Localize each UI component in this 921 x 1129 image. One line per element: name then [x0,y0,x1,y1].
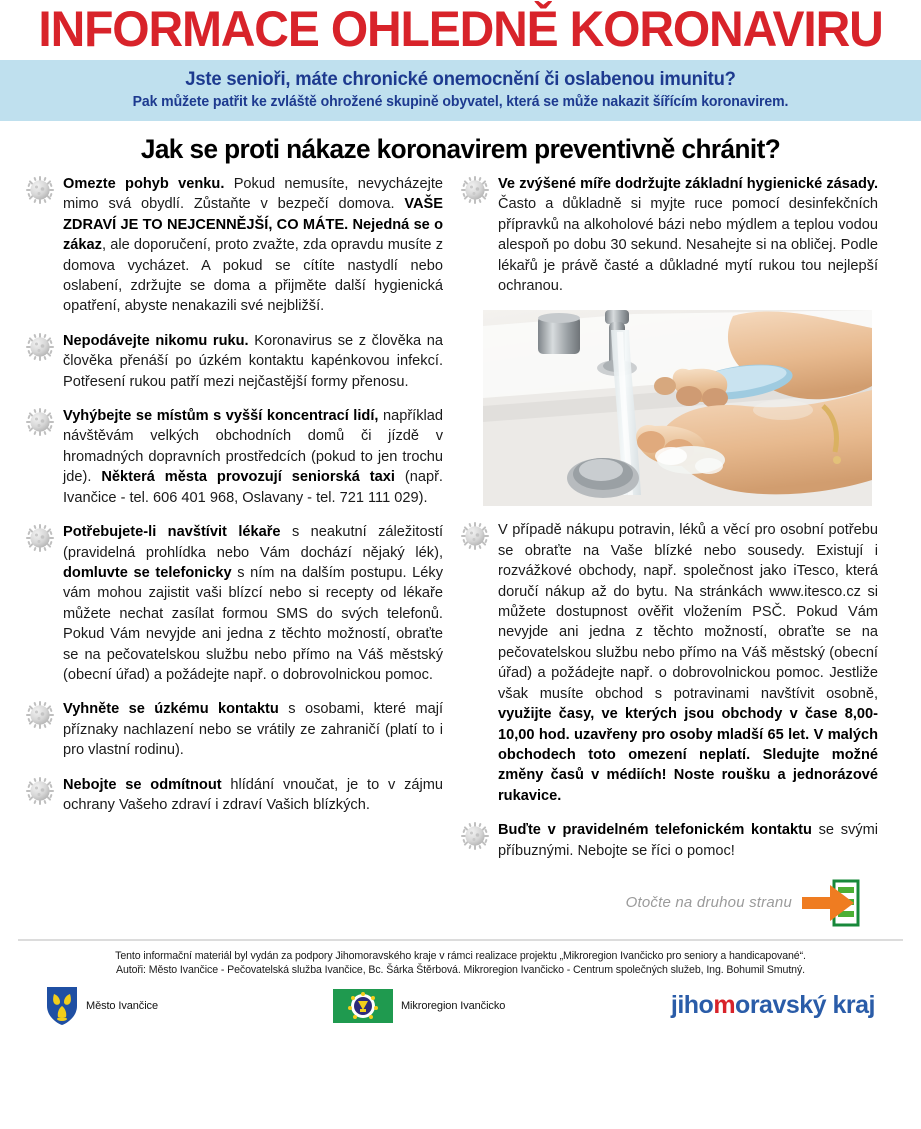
logo-label-mesto-ivancice: Město Ivančice [86,999,158,1012]
coronavirus-icon [26,524,54,552]
bullet-text-normal: s neakutní záležitostí (pravidelná prohlídka nebo Vám dochází nějaký lék), [63,524,443,561]
logo-label-mikroregion-ivancicko: Mikroregion Ivančicko [400,999,506,1012]
right-column [461,174,878,929]
bullet-vyhnete-se-uzkemu-kontaktu [26,699,443,760]
coronavirus-icon [461,822,489,850]
bullet-text-normal: se svými příbuznými. Nebojte se říci o pomoc! [498,822,878,859]
coronavirus-icon [26,333,54,361]
footer [0,941,921,1026]
shield-icon [46,986,78,1026]
bullet-text-strong: Vyhýbejte se místům s vyšší koncentrací lidí, [63,408,379,425]
banner-line-2: Pak můžete patřit ke zvláště ohrožené skupině obyvatel, která se může nakazit šířícím koronavirem. [132,94,789,110]
bullet-omezte-pohyb-venku [26,174,443,317]
bullet-text-strong: Potřebujete-li navštívit lékaře [63,524,281,541]
coronavirus-icon [461,176,489,204]
section-heading: Jak se proti nákaze koronavirem preventivně chránit? [140,134,781,164]
bullet-potrebujete-li-navstivit-lekare [26,522,443,685]
coronavirus-bullet-icon [26,777,54,805]
coronavirus-bullet-icon [461,822,489,850]
bullet-text-normal: V případě nákupu potravin, léků a věcí pro osobní potřebu se obraťte na Vaše blízké nebo sousedy. Existují i rozvážkové obchody, např. společnost jako iTesco, která doručí nákup až do bytu. Na stránkách www.itesco.cz si můžete dostupnost ověřit vložením PSČ. Pokud Vám nevyjde ani jedna z těchto možností, obraťte se na pečovatelskou službu nebo přímo na Váš městský (obecní úřad) a požádejte např. o dobrovolnickou pomoc. Jestliže však musíte obchod s potravinami navštívit osobně, [498,522,878,702]
bullet-text-normal: s ním na dalším postupu. Léky vám mohou zajistit vaši blízcí nebo si recepty od lékaře můžete nechat zasílat formou SMS do svých telefonů. Pokud Vám nevyjde ani jedna z těchto možností, obraťte se na pečovatelskou službu nebo přímo na Váš městský (obecní úřad) a požádejte např. o dobrovolnickou pomoc. [63,564,443,683]
coronavirus-bullet-icon [26,408,54,436]
turn-page-arrow-icon [802,877,860,929]
bullet-text-strong: Ve zvýšené míře dodržujte základní hygienické zásady. [498,176,878,192]
subtitle-banner [0,60,921,121]
coronavirus-icon [26,701,54,729]
bullet-text-normal: Pokud nemusíte, nevycházejte mimo svá obydlí. Zůstaňte v bezpečí domova. [63,176,443,213]
left-column [26,174,443,929]
bullet-hygienicke-zasady [461,174,878,296]
turnover-label: Otočte na druhou stranu [625,894,792,912]
coronavirus-bullet-icon [26,333,54,361]
coronavirus-bullet-icon [461,522,489,550]
bullet-telefonicky-kontakt [461,820,878,861]
handwashing-photo-graphic [483,310,872,506]
right-column-bottom-bullets [461,520,878,861]
bullet-text-strong: využijte časy, ve kterých jsou obchody v čase 8,00-10,00 hod. uzavřeny pro osoby mladší 65 let. V malých obchodech toto omezení neplatí. Sledujte možné změny časů v médiích! Noste roušku a jednorázové rukavice. [498,706,878,804]
footer-line-2: Autoři: Město Ivančice - Pečovatelská služba Ivančice, Bc. Šárka Štěrbová. Mikroregion Ivančicko - Centrum společných služeb, Ing. Bohumil Smutný. [115,963,806,976]
footer-logos [18,986,903,1026]
content-columns [0,174,921,929]
turnover-note [461,877,860,929]
bullet-text-strong: Vyhněte se úzkému kontaktu [63,701,279,718]
bullet-text-normal: (např. Ivančice - tel. 606 401 968, Oslavany - tel. 721 111 029). [63,469,443,506]
bullet-text-normal: Často a důkladně si myjte ruce pomocí desinfekčních přípravků na alkoholové bázi nebo mýdlem a teplou vodou alespoň po dobu 30 sekund. Nesahejte si na obličej. Podle lékařů je právě časté a důkladné mytí rukou tou nejlepší ochranou. [498,196,878,295]
jmk-part-1: jiho [670,991,714,1020]
bullet-text [63,331,443,392]
bullet-text-strong: Některá města provozují seniorská taxi [101,469,395,486]
coronavirus-bullet-icon [26,176,54,204]
poster-title-bar [0,0,921,60]
bullet-text [498,174,878,296]
bullet-text-strong: Nepodávejte nikomu ruku. [63,332,249,349]
bullet-text-normal: Koronavirus se z člověka na člověka přenáší po úzkém kontaktu kapénkovou infekcí. Potřesení rukou patří mezi nejčastější formy přenosu. [63,332,443,390]
bullet-text [63,522,443,685]
page-title: INFORMACE OHLEDNĚ KORONAVIRU [38,1,883,57]
mikroregion-emblem-icon [333,989,393,1023]
jmk-part-2: oravský kraj [735,991,875,1020]
handwashing-photo [483,310,872,506]
bullet-nepodavejte-nikomu-ruku [26,331,443,392]
coronavirus-bullet-icon [461,176,489,204]
bullet-text-strong: domluvte se telefonicky [63,564,232,581]
coronavirus-bullet-icon [26,524,54,552]
bullet-text-strong: Buďte v pravidelném telefonickém kontaktu [498,822,812,839]
bullet-nakup-potravin [461,520,878,806]
bullet-text-normal: , ale doporučení, proto zvažte, zda opravdu musíte z domova vycházet. A pokud se cítíte nastydlí nebo oslabení, zdržujte se doma a přijměte další hygienická opatření, abyste nenakazili své nejbližší. [63,237,443,315]
coronavirus-icon [461,522,489,550]
bullet-text-normal: například návštěvám velkých obchodních domů či jízdě v hromadných dopravních prostředcích (pokud to jen trochu jde). [63,408,444,486]
bullet-nebojte-se-odmitnout [26,775,443,816]
turn-page-arrow-graphic [802,877,860,929]
logo-mikroregion-ivancicko [333,989,505,1023]
bullet-text [63,174,443,317]
footer-line-1: Tento informační materiál byl vydán za podpory Jihomoravského kraje v rámci realizace projektu „Mikroregion Ivančicko pro seniory a handicapované“. [115,949,806,962]
coronavirus-icon [26,777,54,805]
bullet-text-strong: Omezte pohyb venku. [63,176,225,192]
bullet-text [63,406,443,508]
logo-jihomoravsky-kraj [671,991,875,1020]
bullet-text [498,520,878,806]
coronavirus-bullet-icon [26,701,54,729]
bullet-vyhybejte-se-mistum [26,406,443,508]
bullet-text-normal: s osobami, které mají příznaky nachlazení nebo se vrátily ze zahraničí (platí to i pro vlastní rodinu). [63,701,443,759]
coronavirus-icon [26,408,54,436]
right-column-top-bullets [461,174,878,296]
bullet-text [63,699,443,760]
bullet-text [498,820,878,861]
banner-line-1: Jste senioři, máte chronické onemocnění či oslabenou imunitu? [185,69,736,90]
bullet-text-normal: hlídání vnoučat, je to v zájmu ochrany Vašeho zdraví i zdraví Vašich blízkých. [63,776,443,813]
bullet-text-strong: VAŠE ZDRAVÍ JE TO NEJCENNĚJŠÍ, CO MÁTE. Nejedná se o zákaz [63,196,443,254]
bullet-text [63,775,443,816]
jmk-accent-letter: m [713,991,736,1020]
bullet-text-strong: Nebojte se odmítnout [63,776,222,793]
coronavirus-icon [26,176,54,204]
logo-mesto-ivancice [46,986,158,1026]
